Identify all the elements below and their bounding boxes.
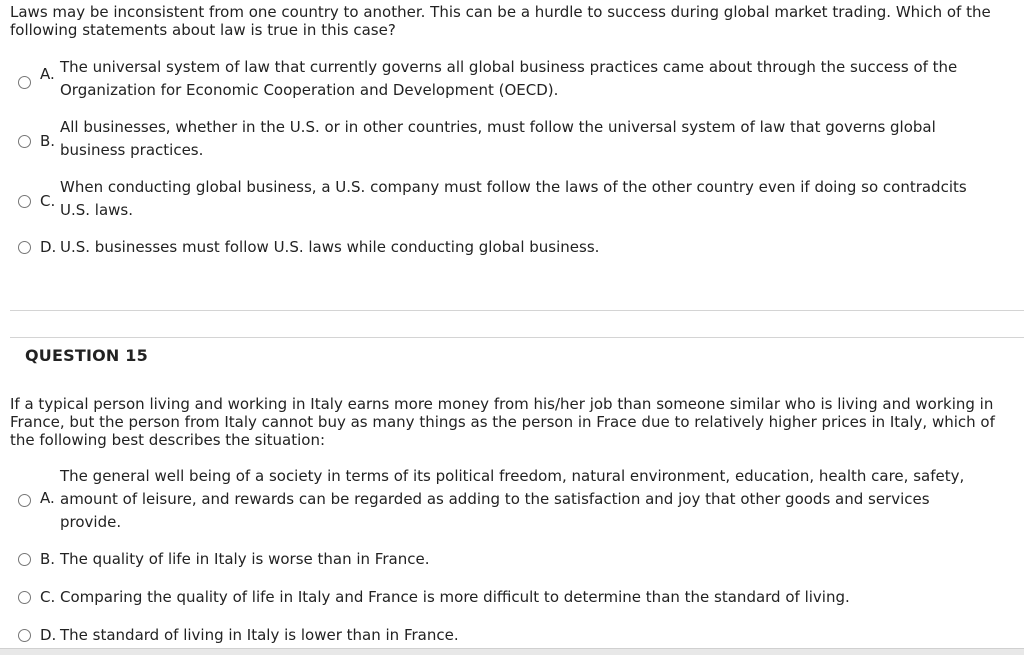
option-letter: C. xyxy=(40,588,56,606)
q14-option-a[interactable] xyxy=(0,56,1024,99)
section-divider xyxy=(10,310,1024,311)
bottom-edge-bar xyxy=(0,648,1024,655)
q14-option-c[interactable] xyxy=(0,176,1024,219)
q15-option-c[interactable] xyxy=(0,586,1024,606)
section-divider xyxy=(10,337,1024,338)
option-text: All businesses, whether in the U.S. or in other countries, must follow the universal system of law that governs global business practices. xyxy=(60,118,936,159)
option-text: When conducting global business, a U.S. company must follow the laws of the other country even if doing so contradcits U.S. laws. xyxy=(60,178,967,219)
radio-button[interactable] xyxy=(18,591,31,604)
option-text: U.S. businesses must follow U.S. laws while conducting global business. xyxy=(60,238,600,256)
option-letter: B. xyxy=(40,550,56,568)
radio-button[interactable] xyxy=(18,494,31,507)
option-letter: A. xyxy=(40,489,55,507)
radio-button[interactable] xyxy=(18,629,31,642)
radio-button[interactable] xyxy=(18,553,31,566)
question-15-heading: QUESTION 15 xyxy=(25,346,148,365)
option-text: Comparing the quality of life in Italy and France is more difficult to determine than the standard of living. xyxy=(60,588,850,606)
q15-option-a[interactable] xyxy=(0,465,1024,531)
question-14-prompt: Laws may be inconsistent from one country to another. This can be a hurdle to success during global market trading. Which of the following statements about law is true in this case? xyxy=(10,3,991,39)
option-letter: A. xyxy=(40,65,55,83)
option-letter: D. xyxy=(40,626,57,644)
option-letter: C. xyxy=(40,192,56,210)
q15-option-d[interactable] xyxy=(0,624,1024,644)
radio-button[interactable] xyxy=(18,195,31,208)
question-15-prompt: If a typical person living and working in Italy earns more money from his/her job than someone similar who is living and working in France, but the person from Italy cannot buy as many things as the person in Frace due to relatively higher prices in Italy, which of the following best describes the situation: xyxy=(10,395,995,449)
option-letter: B. xyxy=(40,132,56,150)
option-text: The universal system of law that currently governs all global business practices came about through the success of the Organization for Economic Cooperation and Development (OECD). xyxy=(60,58,958,99)
q14-option-d[interactable] xyxy=(0,236,1024,256)
option-text: The general well being of a society in terms of its political freedom, natural environment, education, health care, safety, amount of leisure, and rewards can be regarded as adding to the satisfaction and joy that other goods and services provide. xyxy=(60,467,965,531)
option-letter: D. xyxy=(40,238,57,256)
q15-option-b[interactable] xyxy=(0,548,1024,568)
radio-button[interactable] xyxy=(18,135,31,148)
radio-button[interactable] xyxy=(18,241,31,254)
option-text: The quality of life in Italy is worse than in France. xyxy=(60,550,430,568)
q14-option-b[interactable] xyxy=(0,116,1024,159)
option-text: The standard of living in Italy is lower than in France. xyxy=(60,626,459,644)
radio-button[interactable] xyxy=(18,76,31,89)
